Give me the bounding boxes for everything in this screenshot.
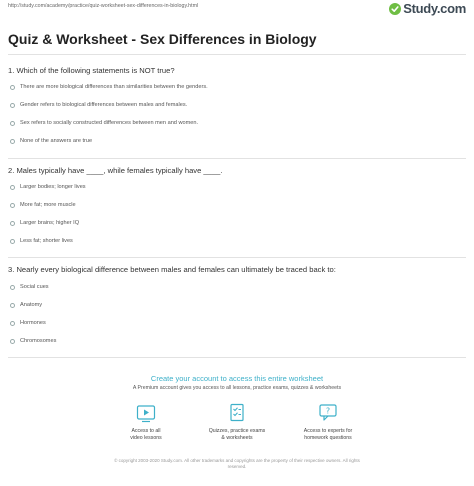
answer-choice[interactable]	[10, 120, 198, 126]
answer-choice[interactable]	[10, 220, 79, 226]
radio-button[interactable]	[10, 203, 15, 208]
quiz-exam-icon	[226, 402, 248, 424]
radio-button[interactable]	[10, 303, 15, 308]
copyright-line-2: reserved.	[227, 464, 247, 469]
answer-label: Anatomy	[20, 302, 43, 308]
answer-label: Less fat; shorter lives	[20, 238, 73, 244]
top-bar	[0, 0, 474, 16]
radio-button[interactable]	[10, 239, 15, 244]
answer-choice[interactable]	[10, 302, 42, 308]
feature-video-lessons	[101, 402, 191, 441]
answer-label: Social cues	[20, 284, 49, 290]
radio-button[interactable]	[10, 85, 15, 90]
radio-button[interactable]	[10, 221, 15, 226]
premium-description: A Premium account gives you access to all lessons, practice exams, quizzes & worksheets	[132, 385, 342, 391]
answer-choice[interactable]	[10, 320, 46, 326]
divider	[8, 54, 466, 55]
divider	[8, 158, 466, 159]
divider	[8, 257, 466, 258]
answer-label: Chromosomes	[20, 338, 57, 344]
answer-label: Gender refers to biological differences between males and females.	[20, 102, 188, 108]
answer-choice[interactable]	[10, 202, 76, 208]
answer-label: There are more biological differences than similarities between the genders.	[20, 84, 208, 90]
answer-choice[interactable]	[10, 184, 86, 190]
answer-choice[interactable]	[10, 102, 187, 108]
radio-button[interactable]	[10, 139, 15, 144]
copyright-line-1: © copyright 2003-2020 Study.com. All other trademarks and copyrights are the property of their respective owners. All rights	[114, 458, 360, 463]
study-logo-icon	[389, 3, 401, 15]
answer-label: Sex refers to socially constructed differences between men and women.	[20, 120, 199, 126]
create-account-link[interactable]: Create your account to access this entire worksheet	[150, 374, 324, 383]
radio-button[interactable]	[10, 121, 15, 126]
page-title: Quiz & Worksheet - Sex Differences in Biology	[8, 31, 317, 47]
answer-label: None of the answers are true	[20, 138, 93, 144]
page-url: http://study.com/academy/practice/quiz-worksheet-sex-differences-in-biology.html	[8, 3, 199, 9]
answer-label: Larger brains; higher IQ	[20, 220, 80, 226]
feature-label: Access to all video lessons	[130, 428, 162, 441]
answer-choice[interactable]	[10, 84, 208, 90]
radio-button[interactable]	[10, 339, 15, 344]
video-lesson-icon	[135, 402, 157, 424]
answer-choice[interactable]	[10, 338, 56, 344]
answer-choice[interactable]	[10, 284, 49, 290]
divider	[8, 357, 466, 358]
answer-choice[interactable]	[10, 138, 92, 144]
feature-experts	[283, 402, 373, 441]
logo-text: Study.com	[403, 1, 466, 16]
answer-label: Hormones	[20, 320, 46, 326]
svg-text:?: ?	[325, 406, 331, 416]
question-1: 1. Which of the following statements is NOT true?	[8, 66, 175, 75]
feature-label: Access to experts for homework questions	[303, 428, 353, 441]
expert-help-icon	[317, 402, 339, 424]
copyright-footer	[0, 458, 474, 470]
answer-label: Larger bodies; longer lives	[20, 184, 86, 190]
question-3: 3. Nearly every biological difference between males and females can ultimately be traced back to:	[8, 265, 336, 274]
answer-choice[interactable]	[10, 238, 73, 244]
question-2: 2. Males typically have ____, while females typically have ____.	[8, 166, 223, 175]
study-logo[interactable]	[389, 1, 466, 16]
answer-label: More fat; more muscle	[20, 202, 76, 208]
radio-button[interactable]	[10, 321, 15, 326]
feature-quizzes	[192, 402, 282, 441]
feature-label: Quizzes, practice exams & worksheets	[208, 428, 266, 441]
radio-button[interactable]	[10, 285, 15, 290]
radio-button[interactable]	[10, 103, 15, 108]
radio-button[interactable]	[10, 185, 15, 190]
